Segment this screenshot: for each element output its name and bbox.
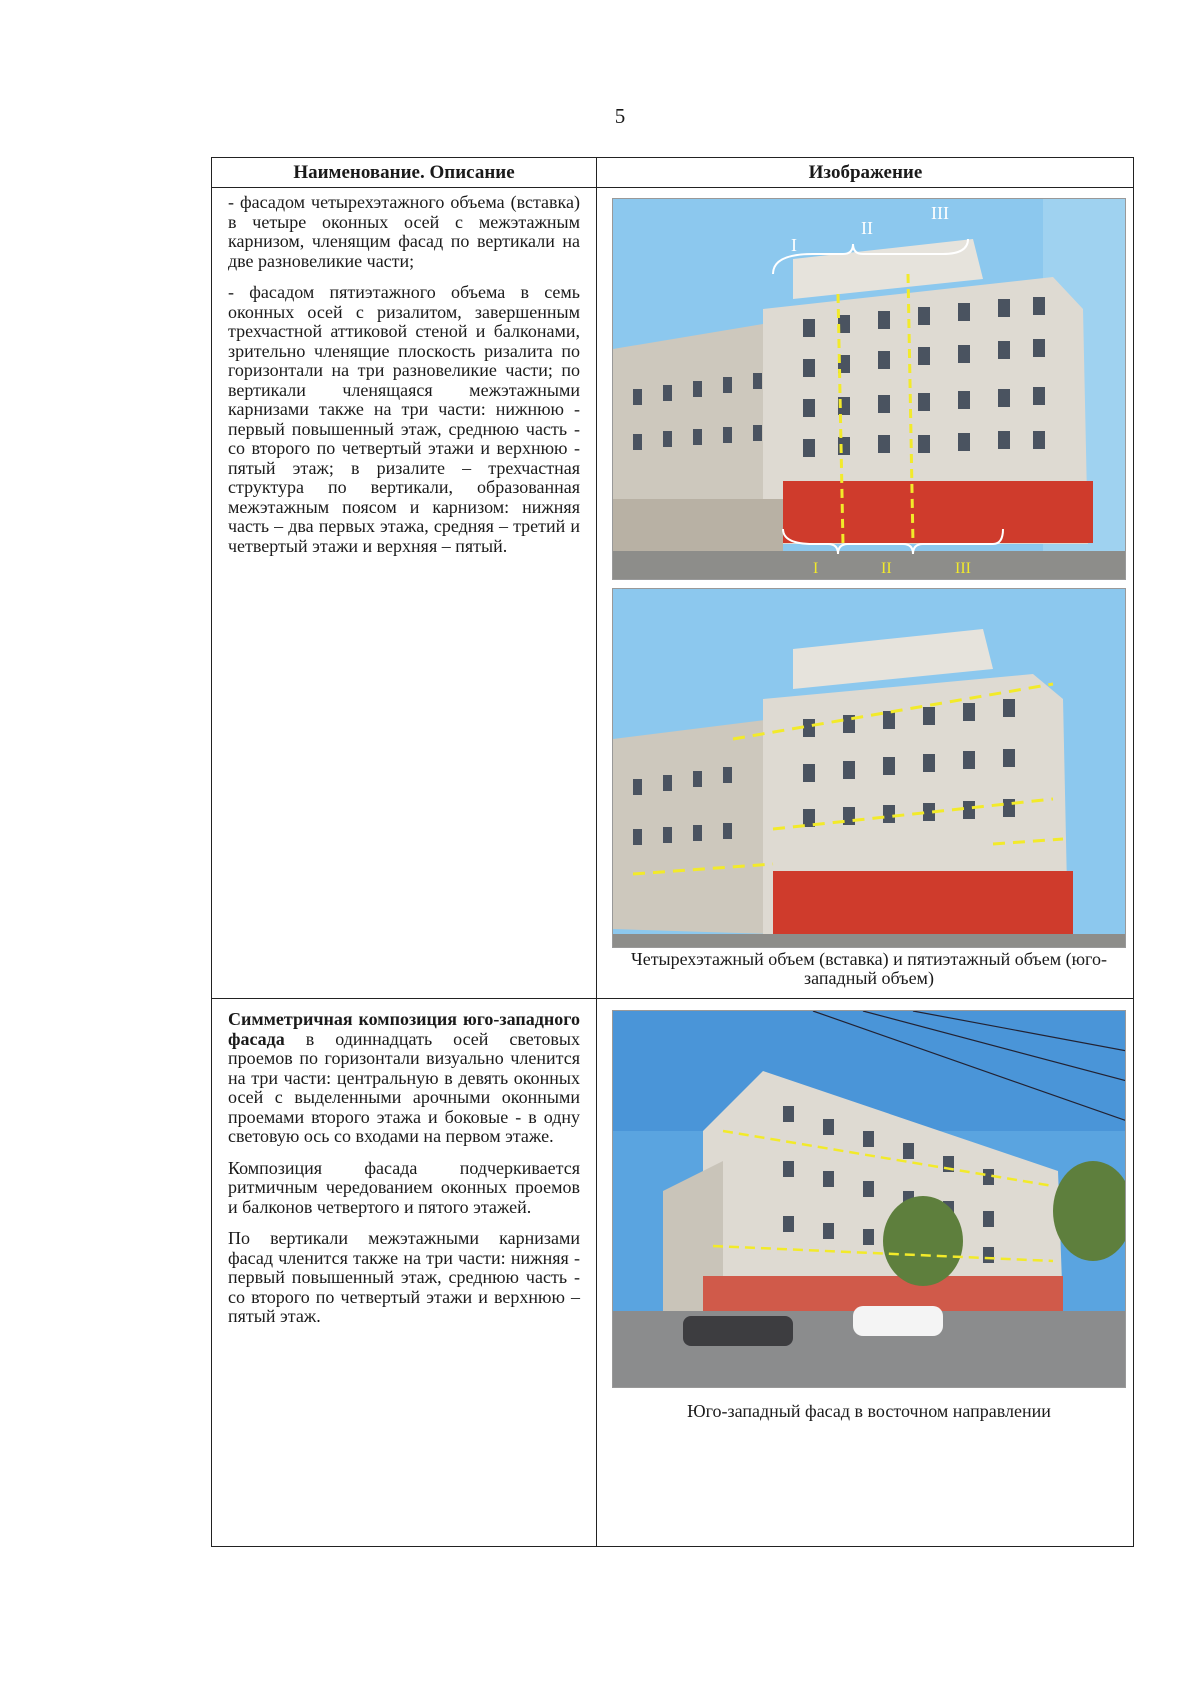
- row2-paragraph-2: Композиция фасада подчеркивается ритмичным чередованием оконных проемов и балконов четвертого и пятого этажей.: [228, 1157, 580, 1217]
- photo1-bottom-label-2: II: [881, 560, 892, 577]
- row1-paragraph-2: - фасадом пятиэтажного объема в семь оконных осей с ризалитом, завершенным трехчастной аттиковой стеной и балконами, зрительно членящие плоскость ризалита по горизонтали на три разновеликие части; по вертикали членящаяся межэтажными карнизами также на три части: нижнюю - первый повышенный этаж, среднюю часть - со второго по четвертый этажи и верхнюю - пятый этаж; в ризалите – трехчастная структура по вертикали, образованная межэтажным поясом и карнизом: нижняя часть – два первых этажа, средняя – третий и четвертый этажи и верхняя – пятый.: [228, 282, 580, 556]
- description-table: [211, 157, 1134, 1547]
- photo1-label-3: III: [931, 203, 949, 223]
- column-divider: [596, 158, 597, 1546]
- photo-southwest-facade: [612, 1010, 1126, 1388]
- photo1-bottom-label-3: III: [955, 560, 971, 577]
- row2-paragraph-3: По вертикали межэтажными карнизами фасад членится также на три части: нижняя - первый повышенный этаж, среднюю часть - со второго по четвертый этажи и верхнюю – пятый этаж.: [228, 1228, 580, 1326]
- row2-paragraph-1: [228, 1010, 580, 1147]
- photo-vertical-division: [612, 198, 1126, 580]
- row-divider: [212, 998, 1133, 999]
- row2-bold-lead: Симметричная композиция юго-западного фасада: [228, 1009, 580, 1049]
- photo1-bottom-label-1: I: [813, 560, 819, 577]
- photo1-label-2: II: [861, 218, 873, 238]
- photo1-caption: Четырехэтажный объем (вставка) и пятиэтажный объем (юго-западный объем): [631, 949, 1107, 988]
- row2-paragraph-1-rest: в одиннадцать осей световых проемов по горизонтали визуально членится на три части: центральную в девять оконных осей с выделенными арочными оконными проемами второго этажа и боковые - в одну световую ось со входами на первом этаже.: [228, 1028, 580, 1146]
- photo-horizontal-division: [612, 588, 1126, 948]
- header-image: Изображение: [808, 162, 923, 183]
- row1-paragraph-1: - фасадом четырехэтажного объема (вставка) в четыре оконных осей с межэтажным карнизом, членящим фасад по вертикали на две разновеликие части;: [228, 192, 580, 271]
- row1-description: [228, 193, 580, 568]
- photo2-caption: Юго-западный фасад в восточном направлении: [687, 1401, 1051, 1421]
- header-description: Наименование. Описание: [293, 162, 515, 183]
- photo1-label-1: I: [791, 235, 797, 255]
- row2-description: [228, 1010, 580, 1339]
- page-number: 5: [614, 104, 626, 128]
- header-divider: [212, 187, 1133, 188]
